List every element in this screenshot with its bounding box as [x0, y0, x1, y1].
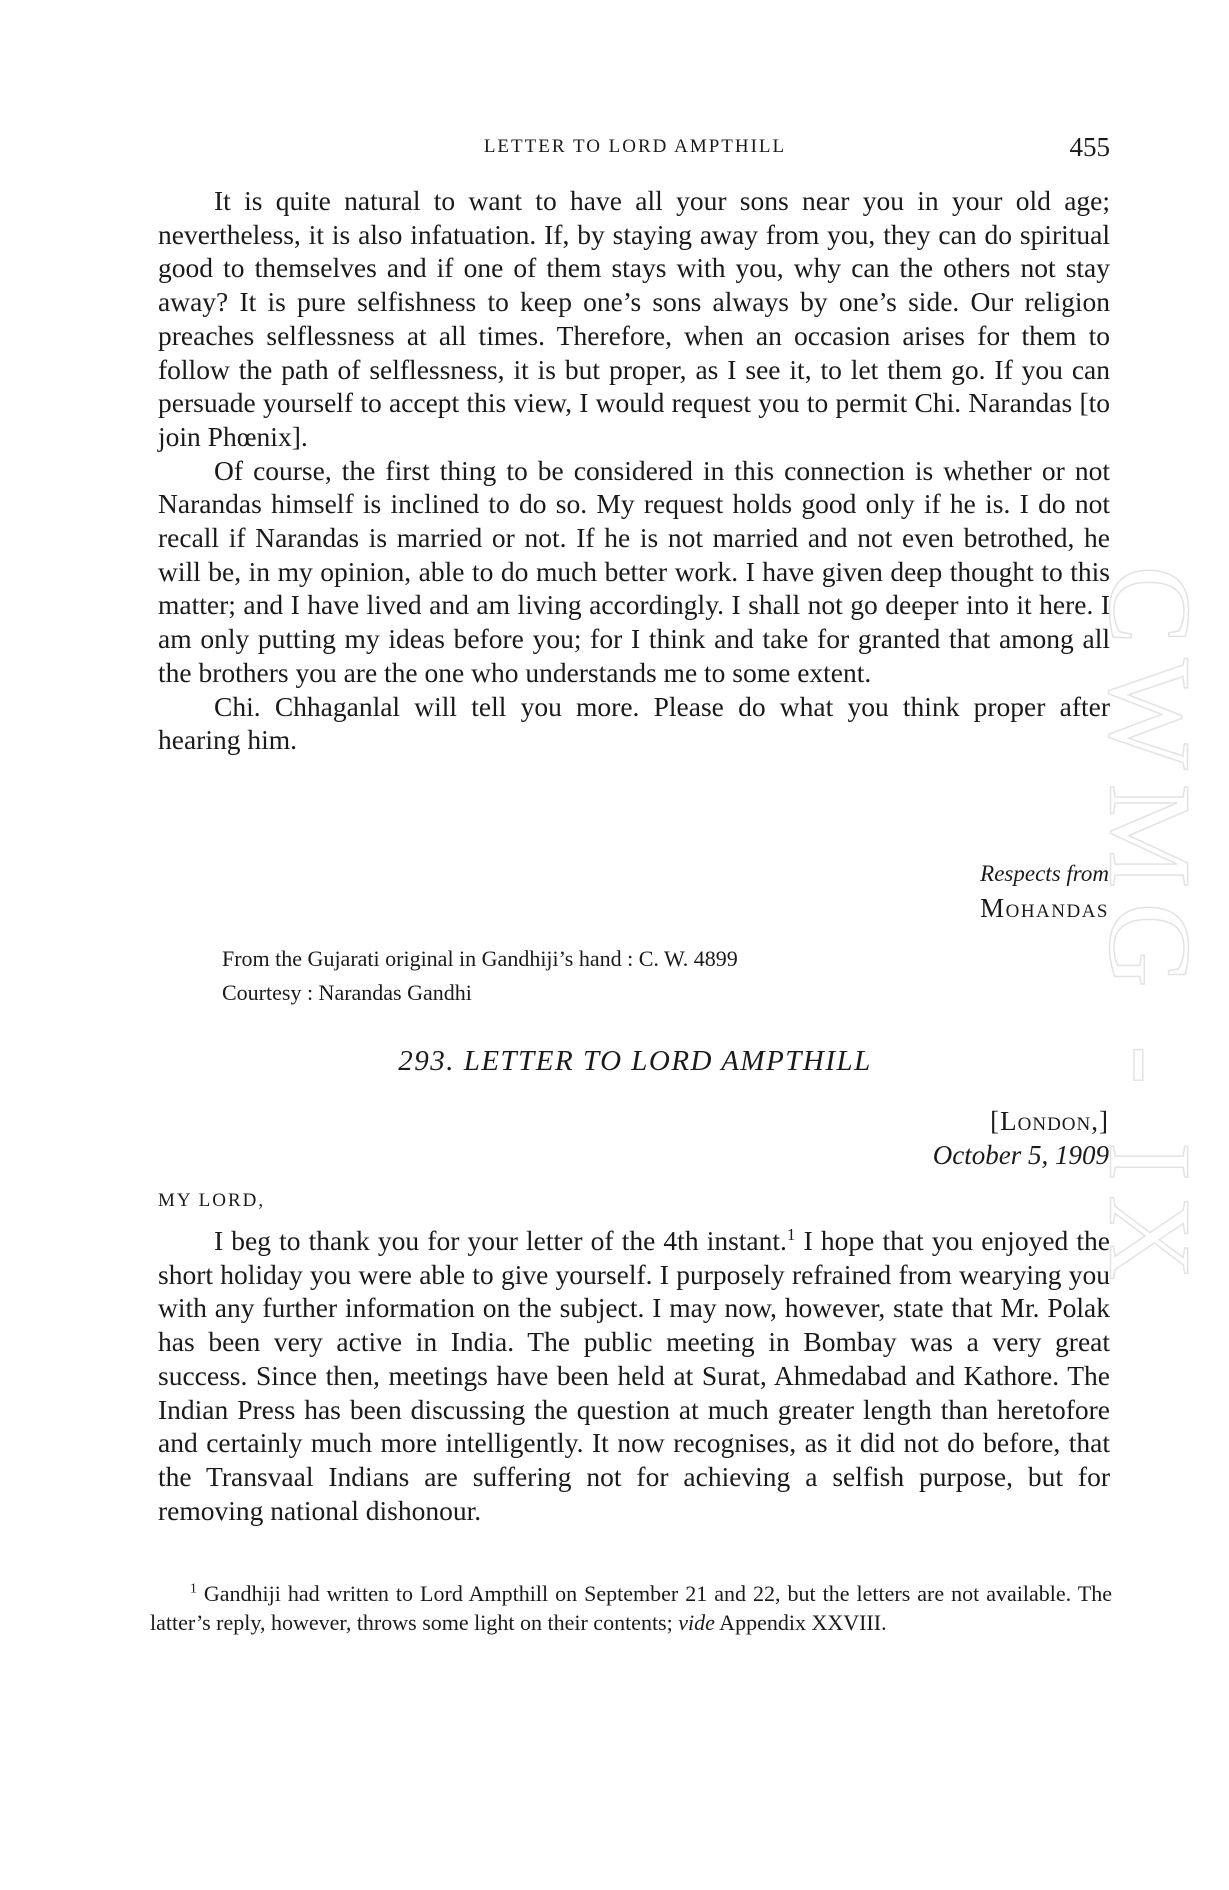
signoff-respects: Respects from [980, 861, 1109, 886]
signoff-signer: Mohandas [980, 893, 1109, 923]
footnote-reference: 1 [786, 1224, 796, 1244]
watermark-text: CWMG - IX [1085, 565, 1216, 1295]
letter-place: [London,] [990, 1106, 1109, 1136]
paragraph-start: I beg to thank you for your letter of the 4th instant. [214, 1225, 787, 1256]
footnote-text-before: Gandhiji had written to Lord Ampthill on September 21 and 22, but the letters are not available. The latter’s reply, however, throws some light on their contents; [150, 1581, 1112, 1635]
letter-2-body [158, 1224, 1110, 1527]
footnote-vide: vide [678, 1610, 715, 1635]
page-header [160, 132, 1110, 168]
footnote [150, 1579, 1112, 1637]
letter-1-paragraph: It is quite natural to want to have all your sons near you in your old age; nevertheless, it is also infatuation. If, by staying away from you, they can do spiritual good to themselves and if one of them stays with you, why can the others not stay away? It is pure selfishness to keep one’s sons always by one’s side. Our religion preaches selflessness at all times. Therefore, when an occasion arises for them to follow the path of selflessness, it is but proper, as I see it, to let them go. If you can persuade yourself to accept this view, I would request you to permit Chi. Narandas [to join Phœnix]. [158, 185, 1110, 452]
source-line: From the Gujarati original in Gandhiji’s hand : C. W. 4899 [222, 946, 738, 971]
source-note [222, 942, 738, 1010]
footnote-text-after: Appendix XXVIII. [714, 1610, 887, 1635]
letter-2-paragraph [158, 1224, 1110, 1527]
paragraph-rest: I hope that you enjoyed the short holiday you were able to give yourself. I purposely refrained from wearying you with any further information on the subject. I may now, however, state that Mr. Polak has been very active in India. The public meeting in Bombay was a very great success. Since then, meetings have been held at Surat, Ahmedabad and Kathore. The Indian Press has been discussing the question at much greater length than heretofore and certainly much more intelligently. It now recognises, as it did not do before, that the Transvaal Indians are suffering not for achieving a selfish purpose, but for removing national dishonour. [158, 1225, 1111, 1526]
courtesy-line: Courtesy : Narandas Gandhi [222, 980, 472, 1005]
letter-1-paragraph: Chi. Chhaganlal will tell you more. Please do what you think proper after hearing him. [158, 690, 1110, 756]
footnote-marker: 1 [190, 1580, 197, 1596]
letter-2-heading: 293. LETTER TO LORD AMPTHILL [398, 1045, 872, 1077]
letter-1-body [158, 184, 1110, 757]
letter-2-place-date [933, 1104, 1109, 1172]
letter-1-signoff [980, 858, 1109, 926]
running-head: LETTER TO LORD AMPTHILL [483, 136, 787, 157]
letter-date: October 5, 1909 [932, 1140, 1109, 1170]
letter-1-paragraph: Of course, the first thing to be considered in this connection is whether or not Narandas himself is inclined to do so. My request holds good only if he is. I do not recall if Narandas is married or not. If he is not married and not even betrothed, he will be, in my opinion, able to do much better work. I have given deep thought to this matter; and I have lived and am living accordingly. I shall not go deeper into it here. I am only putting my ideas before you; for I think and take for granted that among all the brothers you are the one who understands me to some extent. [158, 454, 1110, 688]
footnote-text [150, 1579, 1112, 1637]
watermark [1085, 540, 1216, 1320]
letter-2-salutation: MY LORD, [158, 1190, 266, 1211]
page-number: 455 [1069, 132, 1110, 162]
